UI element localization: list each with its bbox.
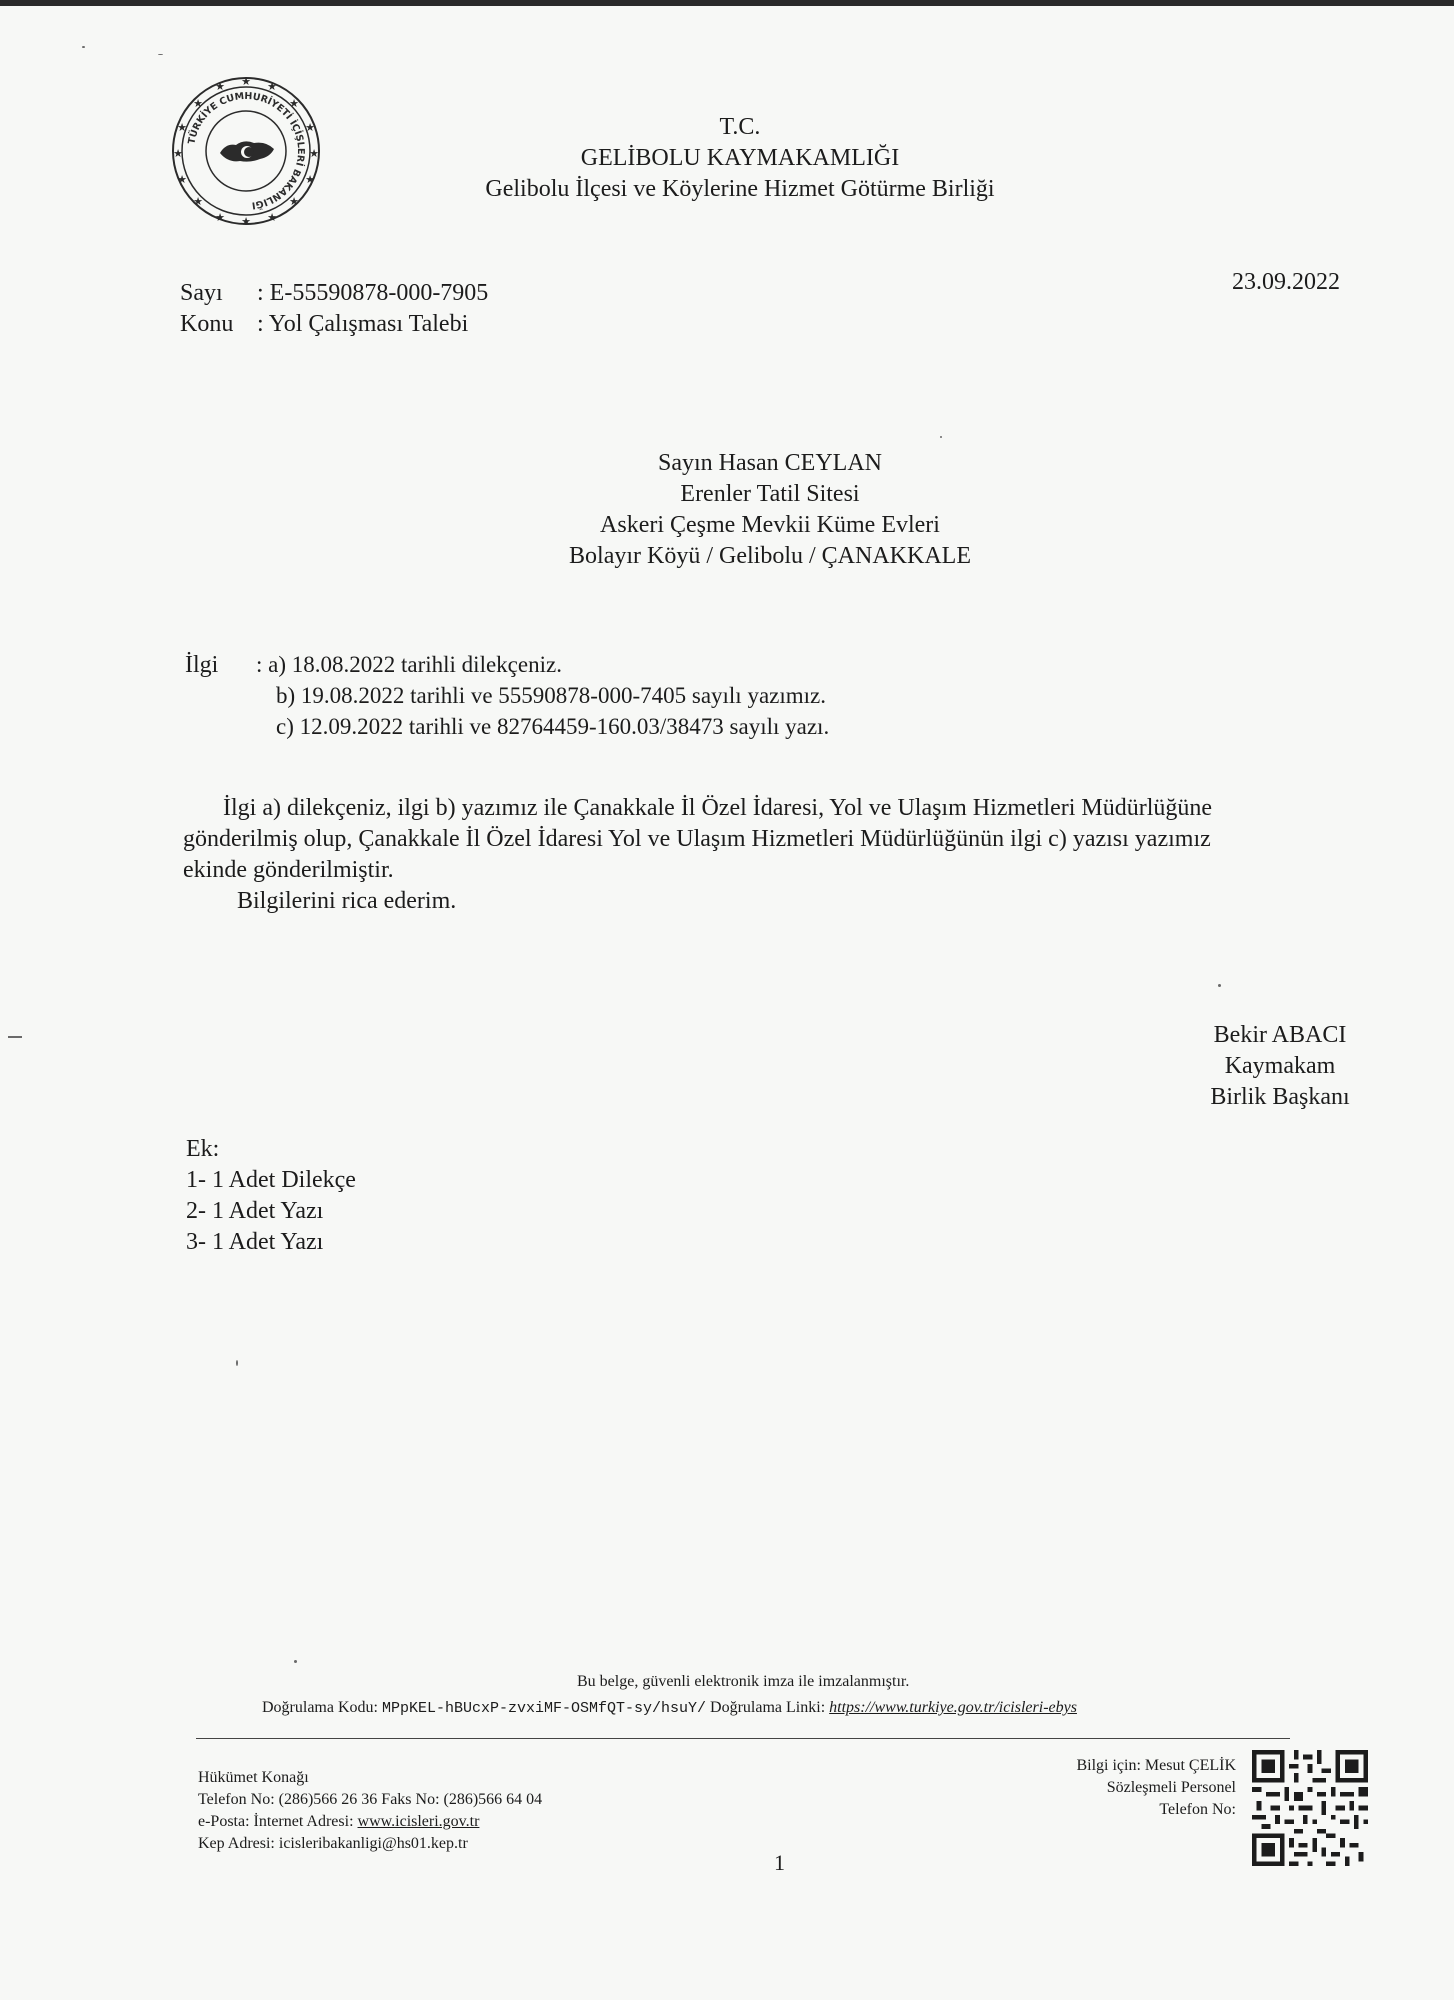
scan-speck xyxy=(158,54,163,55)
svg-text:★: ★ xyxy=(177,121,187,134)
contact-role: Sözleşmeli Personel xyxy=(1106,1779,1236,1796)
ministry-seal-logo xyxy=(170,75,322,227)
scan-speck xyxy=(1218,984,1221,987)
footer-address: Hükümet Konağı xyxy=(198,1769,309,1786)
scan-speck xyxy=(294,1660,297,1663)
recipient-line4: Bolayır Köyü / Gelibolu / ÇANAKKALE xyxy=(569,543,971,569)
svg-text:★: ★ xyxy=(193,195,203,208)
verification-link[interactable]: https://www.turkiye.gov.tr/icisleri-ebys xyxy=(829,1699,1077,1716)
recipient-line3: Askeri Çeşme Mevkii Küme Evleri xyxy=(600,512,940,538)
svg-text:★: ★ xyxy=(289,195,299,208)
sayi-value: : E-55590878-000-7905 xyxy=(257,280,489,306)
letter-body xyxy=(183,793,1303,917)
verification-line xyxy=(262,1698,1077,1719)
verification-link-label: Doğrulama Linki: xyxy=(710,1699,826,1716)
svg-text:★: ★ xyxy=(215,211,225,224)
body-closing: Bilgilerini rica ederim. xyxy=(237,888,457,914)
verification-code: MPpKEL-hBUcxP-zvxiMF-OSMfQT-sy/hsuY/ xyxy=(381,1700,707,1717)
recipient-line2: Erenler Tatil Sitesi xyxy=(680,481,860,507)
verification-code-label: Doğrulama Kodu: xyxy=(262,1699,378,1716)
qr-code-icon xyxy=(1252,1750,1368,1866)
scan-speck xyxy=(8,1036,22,1038)
header-institution: GELİBOLU KAYMAKAMLIĞI xyxy=(580,145,900,171)
scan-speck xyxy=(940,436,942,438)
header-tc: T.C. xyxy=(719,114,761,140)
sayi-label: Sayı xyxy=(180,280,223,306)
footer-website-link[interactable]: www.icisleri.gov.tr xyxy=(357,1813,480,1830)
konu-label: Konu xyxy=(180,311,234,337)
scan-speck xyxy=(236,1360,238,1366)
signer-name: Bekir ABACI xyxy=(1213,1022,1347,1048)
contact-person: Bilgi için: Mesut ÇELİK xyxy=(1076,1757,1236,1774)
attachments-label: Ek: xyxy=(186,1136,220,1162)
document-date: 23.09.2022 xyxy=(1232,269,1340,295)
footer-kep: Kep Adresi: icisleribakanligi@hs01.kep.tr xyxy=(198,1835,468,1852)
recipient-address xyxy=(520,448,1020,572)
recipient-name: Sayın Hasan CEYLAN xyxy=(658,450,882,476)
esignature-notice: Bu belge, güvenli elektronik imza ile imzalanmıştır. xyxy=(577,1673,910,1690)
svg-text:★: ★ xyxy=(241,75,251,88)
letterhead xyxy=(430,112,1050,205)
scan-speck xyxy=(82,46,85,48)
footer-email-label: e-Posta: İnternet Adresi: xyxy=(198,1813,354,1830)
konu-value: : Yol Çalışması Talebi xyxy=(257,311,469,337)
attachment-item: 2- 1 Adet Yazı xyxy=(186,1198,324,1224)
signature-block xyxy=(1180,1020,1380,1113)
signer-title: Birlik Başkanı xyxy=(1210,1084,1350,1110)
svg-text:★: ★ xyxy=(173,147,183,160)
svg-text:★: ★ xyxy=(267,211,277,224)
header-union: Gelibolu İlçesi ve Köylerine Hizmet Götürme Birliği xyxy=(485,176,995,202)
footer-divider xyxy=(196,1738,1290,1739)
svg-text:★: ★ xyxy=(193,97,203,110)
scan-border xyxy=(0,0,1454,6)
footer-email-line xyxy=(198,1812,479,1833)
footer-phone: Telefon No: (286)566 26 36 Faks No: (286)566 64 04 xyxy=(198,1791,543,1808)
svg-text:★: ★ xyxy=(177,173,187,186)
ilgi-item: b) 19.08.2022 tarihli ve 55590878-000-7405 sayılı yazımız. xyxy=(276,683,826,708)
body-line: İlgi a) dilekçeniz, ilgi b) yazımız ile Çanakkale İl Özel İdaresi, Yol ve Ulaşım Hizmetleri Müdürlüğüne xyxy=(223,795,1213,821)
ilgi-label: İlgi xyxy=(185,652,219,678)
ilgi-item: : a) 18.08.2022 tarihli dilekçeniz. xyxy=(256,652,562,677)
svg-text:★: ★ xyxy=(241,215,251,227)
svg-text:★: ★ xyxy=(215,80,225,93)
ilgi-item: c) 12.09.2022 tarihli ve 82764459-160.03/38473 sayılı yazı. xyxy=(276,714,830,739)
body-line: ekinde gönderilmiştir. xyxy=(183,857,394,883)
svg-text:★: ★ xyxy=(267,80,277,93)
attachment-item: 3- 1 Adet Yazı xyxy=(186,1229,324,1255)
svg-text:★: ★ xyxy=(289,97,299,110)
body-line: gönderilmiş olup, Çanakkale İl Özel İdaresi Yol ve Ulaşım Hizmetleri Müdürlüğünün ilgi c) yazısı yazımız xyxy=(183,826,1211,852)
page-number: 1 xyxy=(774,1850,785,1875)
svg-text:★: ★ xyxy=(305,121,315,134)
signer-title: Kaymakam xyxy=(1224,1053,1336,1079)
svg-text:★: ★ xyxy=(309,147,319,160)
svg-text:★: ★ xyxy=(305,173,315,186)
seal-text: TÜRKİYE CUMHURİYETİ İÇİŞLERİ BAKANLIĞI xyxy=(186,90,307,211)
contact-phone: Telefon No: xyxy=(1159,1801,1236,1818)
attachment-item: 1- 1 Adet Dilekçe xyxy=(186,1167,356,1193)
